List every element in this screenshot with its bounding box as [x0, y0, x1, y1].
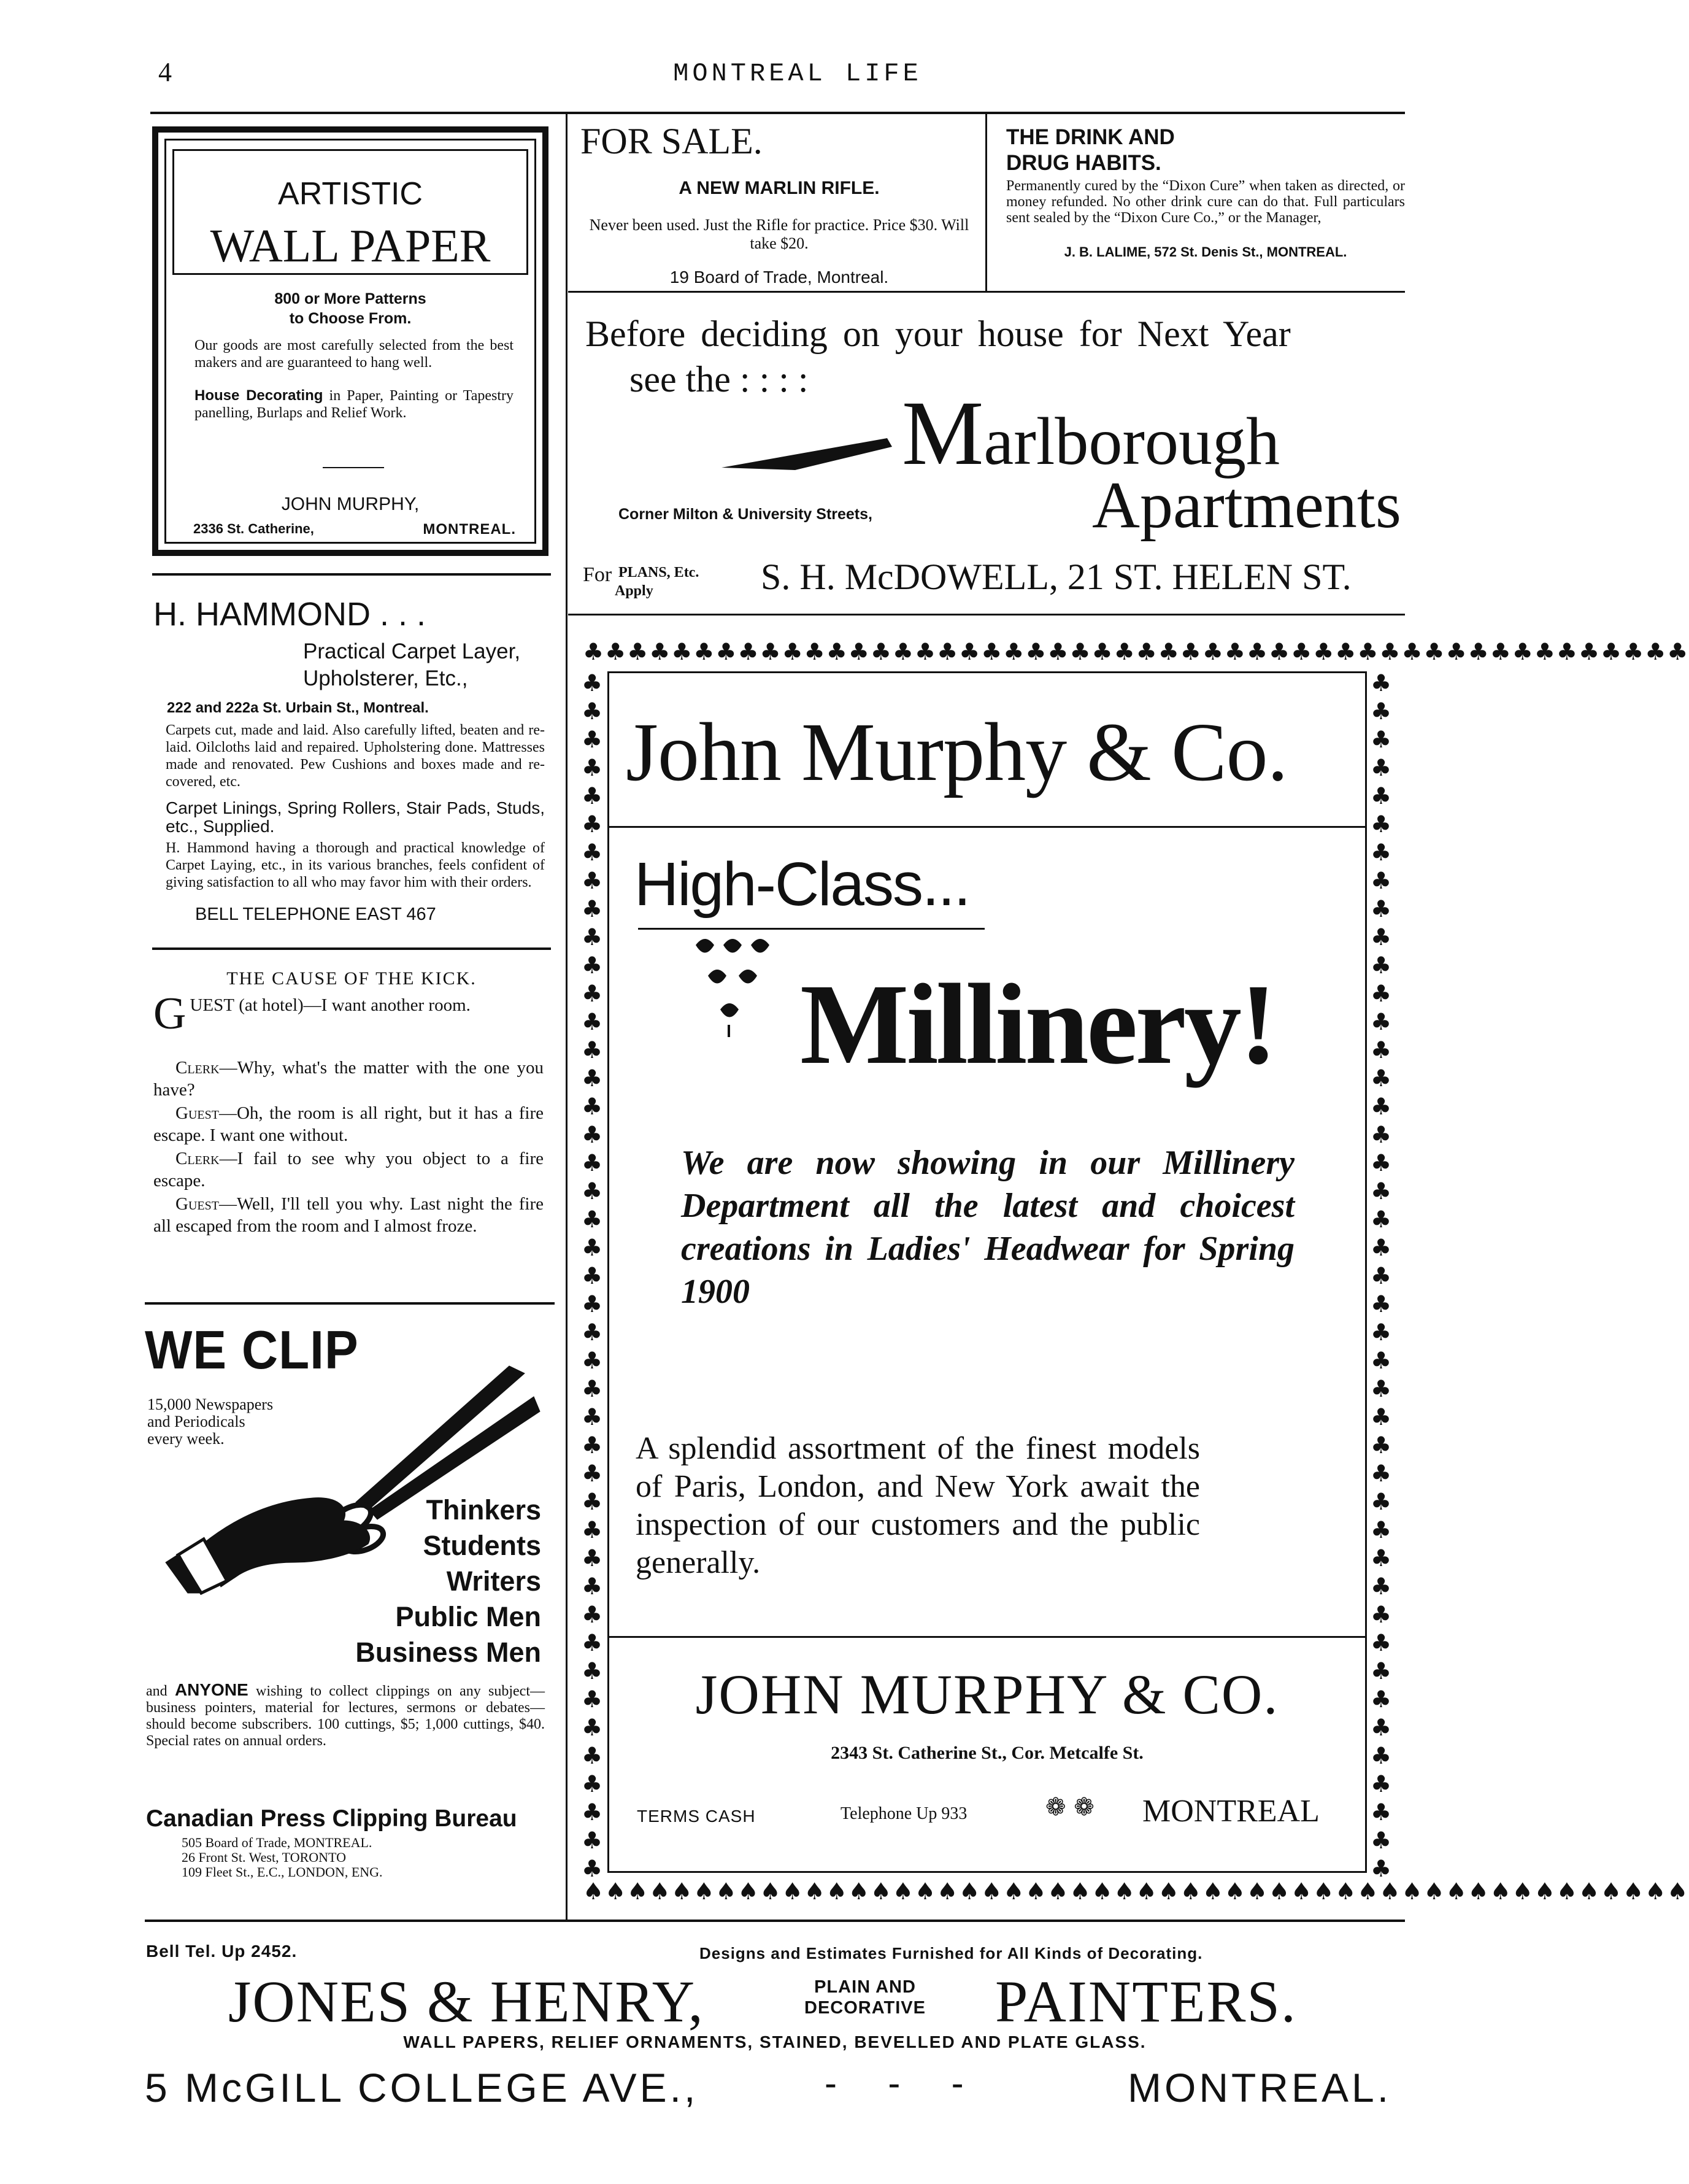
- millinery-telephone: Telephone Up 933: [841, 1804, 968, 1823]
- hammond-name: H. HAMMOND . . .: [153, 596, 426, 633]
- clip-list-students: Students: [423, 1530, 541, 1561]
- ornamental-border-right: ♣♣♣♣♣♣♣♣♣♣♣♣♣♣♣♣♣♣♣♣♣♣♣♣♣♣♣♣♣♣♣♣♣♣♣♣♣♣♣♣♣♣♣: [1371, 669, 1393, 1882]
- millinery-body: A splendid assortment of the finest models of Paris, London, and New York await the inspection of our customers and the public generally.: [636, 1431, 1200, 1580]
- wallpaper-city: MONTREAL.: [423, 521, 516, 538]
- marlborough-name-2: Apartments: [1092, 469, 1401, 542]
- millinery-address: 2343 St. Catherine St., Cor. Metcalfe St.: [831, 1743, 1144, 1763]
- wallpaper-subtitle-2: to Choose From.: [289, 310, 412, 327]
- hammond-body-3: H. Hammond having a thorough and practical knowledge of Carpet Laying, etc., in its various branches, feels confident of giving satisfaction to all who may favor him with their orders.: [166, 840, 545, 890]
- clip-sub-1: 15,000 Newspapers: [147, 1395, 274, 1413]
- right-rule-2: [568, 614, 1405, 615]
- drink-title-2: DRUG HABITS.: [1006, 151, 1161, 175]
- millinery-italic-text: We are now showing in our Millinery Department all the latest and choicest creations in Ladies' Headwear for Spring 1900: [681, 1144, 1295, 1311]
- marlborough-name-rest: arlborough: [983, 404, 1280, 479]
- kick-p1: [153, 989, 544, 1039]
- left-rule-3: [145, 1302, 555, 1305]
- millinery-rule-1: [609, 826, 1366, 828]
- wallpaper-title-1: ARTISTIC: [278, 176, 423, 212]
- clip-address-3: 109 Fleet St., E.C., LONDON, ENG.: [182, 1864, 383, 1880]
- running-title: MONTREAL LIFE: [673, 59, 922, 88]
- kick-p3-speaker: Guest: [175, 1103, 219, 1123]
- footer-address: 5 McGILL COLLEGE AVE.,: [145, 2065, 699, 2110]
- marlborough-corner: Corner Milton & University Streets,: [618, 506, 872, 523]
- wallpaper-ad: [152, 126, 548, 556]
- marlborough-for: For: [583, 563, 612, 586]
- footer-phone: Bell Tel. Up 2452.: [146, 1942, 298, 1961]
- kick-p5: [153, 1193, 544, 1237]
- kick-p4: [153, 1148, 544, 1192]
- marlborough-line-1: Before deciding on your house for Next Year: [585, 314, 1291, 354]
- kick-p4-text: —I fail to see why you object to a fire escape.: [153, 1149, 544, 1190]
- ornamental-border-bottom: ♠♠♠♠♠♠♠♠♠♠♠♠♠♠♠♠♠♠♠♠♠♠♠♠♠♠♠♠♠♠♠♠♠♠♠♠♠♠♠♠♠♠♠♠♠♠♠♠♠♠: [583, 1878, 1689, 1905]
- footer-designs: Designs and Estimates Furnished for All Kinds of Decorating.: [699, 1944, 1203, 1962]
- clip-list-business-men: Business Men: [355, 1637, 541, 1668]
- clip-body-text: wishing to collect clippings on any subject—business pointers, material for lectures, sermons or debates—should become subscribers. 100 cuttings, $5; 1,000 cuttings, $40. Special rates on annual orders.: [146, 1683, 545, 1749]
- floral-ornament: [690, 933, 782, 1043]
- clip-anyone: ANYONE: [174, 1680, 248, 1699]
- clip-headline: WE CLIP: [145, 1320, 359, 1381]
- millinery-headline: Millinery!: [800, 960, 1275, 1088]
- kick-title: THE CAUSE OF THE KICK.: [226, 968, 477, 989]
- footer-painters: PAINTERS.: [995, 1969, 1297, 2034]
- kick-p3-text: —Oh, the room is all right, but it has a fire escape. I want one without.: [153, 1103, 544, 1145]
- wallpaper-body-2-lead: House Decorating: [194, 387, 323, 404]
- kick-p1-cap: G: [153, 989, 187, 1039]
- kick-p5-text: —Well, I'll tell you why. Last night the fire all escaped from the room and I almost froze.: [153, 1194, 544, 1236]
- clip-sub-2: and Periodicals: [147, 1413, 245, 1430]
- marlborough-apply: Apply: [615, 583, 653, 599]
- clip-list-thinkers: Thinkers: [426, 1494, 541, 1526]
- kick-p2-speaker: Clerk: [175, 1058, 220, 1078]
- hammond-line-2: Upholsterer, Etc.,: [303, 666, 468, 690]
- rifle-title: FOR SALE.: [580, 121, 763, 161]
- marlborough-line-2: see the : : : :: [629, 359, 809, 399]
- wallpaper-inner-frame: [164, 139, 536, 544]
- marlborough-plans: PLANS, Etc.: [618, 565, 699, 581]
- ornamental-border-left: ♣♣♣♣♣♣♣♣♣♣♣♣♣♣♣♣♣♣♣♣♣♣♣♣♣♣♣♣♣♣♣♣♣♣♣♣♣♣♣♣♣♣♣: [582, 669, 604, 1882]
- millinery-high-class-underline: [638, 928, 985, 930]
- wallpaper-subtitle-1: 800 or More Patterns: [274, 290, 426, 307]
- footer-city: MONTREAL.: [1128, 2065, 1392, 2110]
- clip-list: [355, 1492, 541, 1670]
- clip-list-writers: Writers: [446, 1565, 541, 1597]
- clip-body-lead: and: [146, 1683, 175, 1699]
- left-rule-1: [152, 573, 551, 576]
- right-rule-1: [568, 291, 1405, 293]
- marlborough-name-cap: M: [902, 382, 984, 484]
- page-number: 4: [158, 57, 172, 87]
- hammond-address: 222 and 222a St. Urbain St., Montreal.: [167, 700, 429, 716]
- rifle-subtitle: A NEW MARLIN RIFLE.: [679, 178, 880, 198]
- rifle-body: Never been used. Just the Rifle for practice. Price $30. Will take $20.: [589, 216, 969, 252]
- kick-p5-speaker: Guest: [175, 1194, 219, 1214]
- drink-body: Permanently cured by the “Dixon Cure” when taken as directed, or money refunded. No other drink cure can do that. Full particulars sent sealed by the “Dixon Cure Co.,” or the Manager,: [1006, 178, 1405, 226]
- wallpaper-body-1: Our goods are most carefully selected from the best makers and are guaranteed to hang well.: [194, 338, 514, 371]
- marlborough-contact: S. H. McDOWELL, 21 ST. HELEN ST.: [761, 557, 1352, 597]
- wallpaper-title-box: [172, 149, 528, 275]
- drink-title-1: THE DRINK AND: [1006, 125, 1175, 149]
- kick-p3: [153, 1102, 544, 1146]
- millinery-fleurons: ❁ ❁: [1045, 1793, 1095, 1821]
- wallpaper-body-2: [194, 387, 514, 422]
- header-rule: [150, 112, 1405, 114]
- footer-decorative: DECORATIVE: [804, 1998, 926, 2018]
- kick-p2: [153, 1057, 544, 1101]
- clip-body: [146, 1681, 545, 1750]
- wallpaper-address: 2336 St. Catherine,: [193, 521, 314, 536]
- clip-sub-3: every week.: [147, 1430, 225, 1448]
- clip-address-1: 505 Board of Trade, MONTREAL.: [182, 1835, 372, 1850]
- wallpaper-divider: [323, 467, 384, 468]
- hammond-body-2: Carpet Linings, Spring Rollers, Stair Pads, Studs, etc., Supplied.: [166, 798, 545, 836]
- kick-p2-text: —Why, what's the matter with the one you have?: [153, 1058, 544, 1100]
- millinery-company-caps: JOHN MURPHY & CO.: [695, 1663, 1279, 1726]
- footer-products: WALL PAPERS, RELIEF ORNAMENTS, STAINED, BEVELLED AND PLATE GLASS.: [403, 2032, 1147, 2051]
- millinery-terms: TERMS CASH: [637, 1807, 756, 1826]
- drink-manager: J. B. LALIME, 572 St. Denis St., MONTREAL.: [1064, 244, 1347, 260]
- footer-dashes: - - -: [825, 2062, 964, 2104]
- kick-p4-speaker: Clerk: [175, 1149, 220, 1168]
- hammond-body-1: Carpets cut, made and laid. Also carefully lifted, beaten and re-laid. Oilcloths laid and repaired. Upholstering done. Mattresses made and renovated. Pew Cushions and boxes made and re-covered, etc.: [166, 722, 545, 790]
- footer-plain: PLAIN AND: [814, 1977, 916, 1997]
- kick-p1-speaker: UEST: [190, 995, 234, 1015]
- clip-address-2: 26 Front St. West, TORONTO: [182, 1850, 346, 1865]
- left-rule-2: [152, 947, 551, 950]
- hammond-line-1: Practical Carpet Layer,: [303, 639, 521, 663]
- wallpaper-body-2-text: in Paper, Painting or Tapestry panelling, Burlaps and Relief Work.: [194, 388, 514, 421]
- millinery-rule-2: [609, 1636, 1366, 1638]
- hammond-phone: BELL TELEPHONE EAST 467: [195, 905, 436, 924]
- marlborough-name: [902, 382, 1280, 484]
- rifle-address: 19 Board of Trade, Montreal.: [669, 268, 889, 287]
- footer-firm: JONES & HENRY,: [228, 1969, 704, 2034]
- column-divider: [566, 113, 567, 1920]
- pen-stroke-ornament: [721, 436, 893, 473]
- wallpaper-title-2: WALL PAPER: [210, 220, 491, 272]
- kick-p1-text: (at hotel)—I want another room.: [234, 995, 471, 1015]
- ornamental-border-top: ♣♣♣♣♣♣♣♣♣♣♣♣♣♣♣♣♣♣♣♣♣♣♣♣♣♣♣♣♣♣♣♣♣♣♣♣♣♣♣♣♣♣♣♣♣♣♣♣♣♣: [583, 638, 1689, 665]
- millinery-city: MONTREAL: [1142, 1794, 1320, 1829]
- clip-bureau: Canadian Press Clipping Bureau: [146, 1805, 517, 1832]
- millinery-high-class: High-Class...: [634, 850, 970, 919]
- wallpaper-name: JOHN MURPHY,: [281, 494, 420, 514]
- top-right-divider: [985, 113, 987, 291]
- clip-list-public-men: Public Men: [395, 1601, 541, 1632]
- footer-rule: [145, 1920, 1405, 1922]
- millinery-company: John Murphy & Co.: [626, 706, 1288, 798]
